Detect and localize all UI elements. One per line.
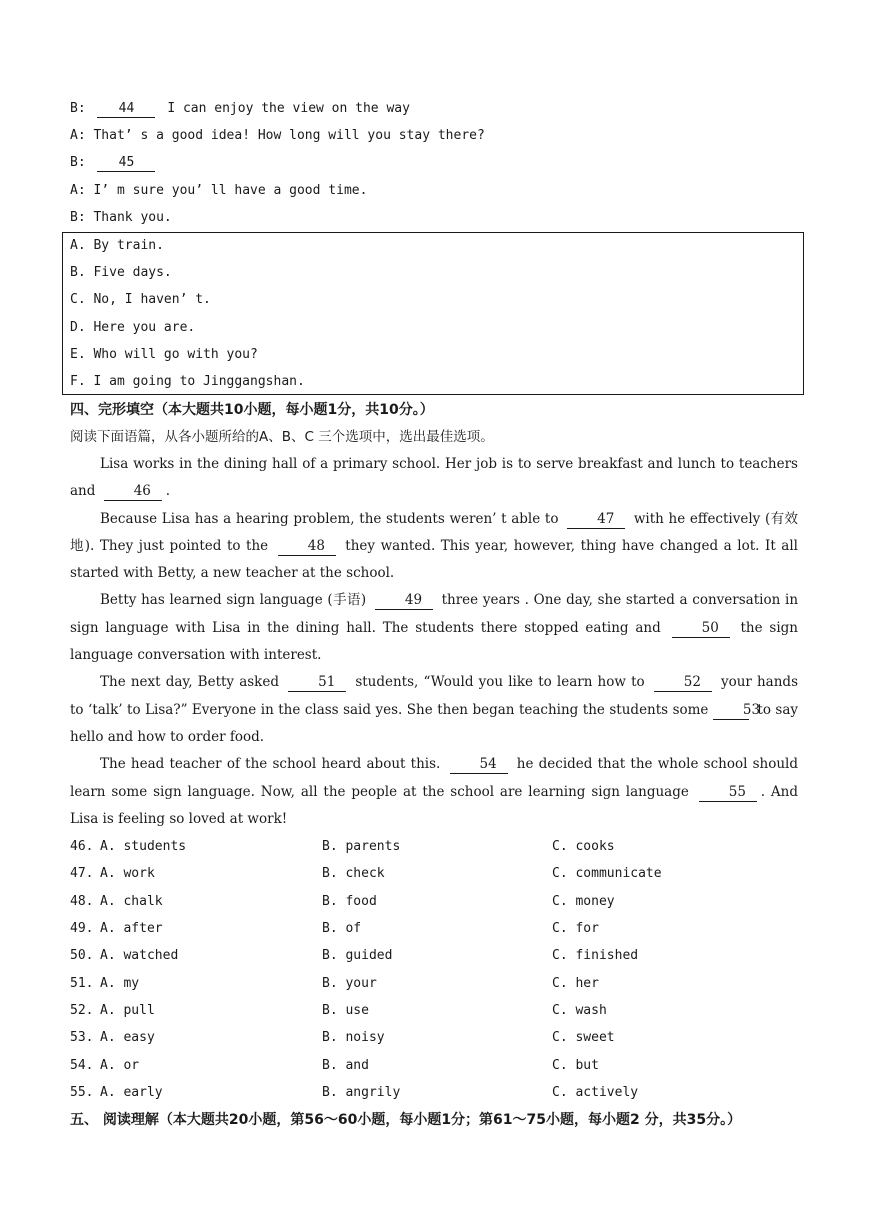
passage-text: . xyxy=(165,483,170,500)
question-number: 46. xyxy=(70,839,94,854)
choice-row xyxy=(70,833,810,860)
option-b[interactable]: B. food xyxy=(322,894,377,909)
passage-paragraph-3 xyxy=(70,587,798,669)
blank-53: 53 xyxy=(713,702,749,720)
speaker-label: A: xyxy=(70,128,86,143)
dialogue-text: I can enjoy the view on the way xyxy=(167,101,410,116)
blank-45: 45 xyxy=(97,154,155,172)
dialogue-line-4 xyxy=(70,177,803,204)
blank-49: 49 xyxy=(375,592,433,610)
option-c[interactable]: C. but xyxy=(552,1058,599,1073)
option-b[interactable]: B. use xyxy=(322,1003,369,1018)
passage-text: the sign language conversation with interest. xyxy=(70,619,798,664)
blank-47: 47 xyxy=(567,511,625,529)
option-a[interactable]: A. pull xyxy=(100,1003,155,1018)
cloze-passage xyxy=(70,451,798,833)
dialogue-line-2 xyxy=(70,122,803,149)
blank-50: 50 xyxy=(672,620,730,638)
passage-text: . And Lisa is feeling so loved at work! xyxy=(70,783,798,827)
blank-54: 54 xyxy=(450,756,508,774)
option-a[interactable]: A. students xyxy=(100,839,187,854)
option-b[interactable]: B. check xyxy=(322,866,385,881)
question-number: 51. xyxy=(70,976,94,991)
choice-row xyxy=(70,1052,810,1079)
passage-paragraph-4 xyxy=(70,669,798,751)
option-b[interactable]: B. your xyxy=(322,976,377,991)
passage-text: The next day, Betty asked xyxy=(100,674,279,691)
question-number: 48. xyxy=(70,894,94,909)
passage-paragraph-2 xyxy=(70,506,798,588)
option-c[interactable]: C. money xyxy=(552,894,615,909)
passage-text: Betty has learned sign language (手语) xyxy=(100,592,367,609)
speaker-label: A: xyxy=(70,183,86,198)
blank-46: 46 xyxy=(104,483,162,501)
choice-row xyxy=(70,970,810,997)
choice-row xyxy=(70,997,810,1024)
option-b[interactable]: B. parents xyxy=(322,839,401,854)
option-a[interactable]: A. my xyxy=(100,976,140,991)
option-c[interactable]: C. sweet xyxy=(552,1030,615,1045)
speaker-label: B: xyxy=(70,101,86,116)
question-number: 55. xyxy=(70,1085,94,1100)
dialogue-text: I’ m sure you’ ll have a good time. xyxy=(93,183,368,198)
passage-paragraph-5 xyxy=(70,751,798,833)
option-d: D. Here you are. xyxy=(70,320,196,335)
dialogue-line-3 xyxy=(70,149,803,176)
section-4-instruction: 阅读下面语篇，从各小题所给的A、B、C 三个选项中，选出最佳选项。 xyxy=(70,429,494,445)
question-number: 52. xyxy=(70,1003,94,1018)
blank-44: 44 xyxy=(97,100,155,118)
passage-text: students, “Would you like to learn how to xyxy=(355,674,645,691)
question-number: 53. xyxy=(70,1030,94,1045)
question-number: 50. xyxy=(70,948,94,963)
choice-row xyxy=(70,1079,810,1106)
option-c[interactable]: C. communicate xyxy=(552,866,662,881)
option-b[interactable]: B. and xyxy=(322,1058,369,1073)
option-e: E. Who will go with you? xyxy=(70,347,258,362)
passage-text: your hands to ‘talk’ to Lisa?” Everyone in the class said yes. She then began teaching the students some xyxy=(70,674,798,718)
passage-text: The head teacher of the school heard about this. xyxy=(100,756,441,773)
blank-55: 55 xyxy=(699,784,757,802)
speaker-label: B: xyxy=(70,155,86,170)
option-f: F. I am going to Jinggangshan. xyxy=(70,374,305,389)
passage-text: Because Lisa has a hearing problem, the students weren’ t able to xyxy=(100,510,559,527)
option-a[interactable]: A. or xyxy=(100,1058,140,1073)
dialogue-text: That’ s a good idea! How long will you stay there? xyxy=(93,128,485,143)
blank-51: 51 xyxy=(288,674,346,692)
dialogue-text: Thank you. xyxy=(93,210,172,225)
passage-text: Lisa works in the dining hall of a primary school. Her job is to serve breakfast and lunch to teachers and xyxy=(70,456,798,500)
choice-row xyxy=(70,888,810,915)
option-b[interactable]: B. of xyxy=(322,921,362,936)
passage-paragraph-1 xyxy=(70,451,798,506)
passage-text: three years . One day, she started a conversation in sign language with Lisa in the dining hall. The students there stopped eating and xyxy=(70,592,799,636)
option-c[interactable]: C. finished xyxy=(552,948,639,963)
speaker-label: B: xyxy=(70,210,86,225)
question-number: 47. xyxy=(70,866,94,881)
dialogue-line-1 xyxy=(70,95,803,122)
option-a: A. By train. xyxy=(70,238,164,253)
choice-row xyxy=(70,860,810,887)
option-b[interactable]: B. angrily xyxy=(322,1085,401,1100)
blank-48: 48 xyxy=(278,538,336,556)
option-c[interactable]: C. her xyxy=(552,976,599,991)
option-a[interactable]: A. watched xyxy=(100,948,179,963)
option-a[interactable]: A. early xyxy=(100,1085,163,1100)
option-c[interactable]: C. for xyxy=(552,921,599,936)
blank-52: 52 xyxy=(654,674,712,692)
dialogue-line-5 xyxy=(70,204,803,231)
section-5-heading: 五、 阅读理解（本大题共20小题，第56～60小题，每小题1分；第61～75小题，每小题2 分，共35分。） xyxy=(70,1112,742,1128)
option-b[interactable]: B. noisy xyxy=(322,1030,385,1045)
option-a[interactable]: A. after xyxy=(100,921,163,936)
choice-row xyxy=(70,915,810,942)
question-number: 54. xyxy=(70,1058,94,1073)
passage-text: they wanted. This year, however, thing have changed a lot. It all started with Betty, a new teacher at the school. xyxy=(70,537,798,582)
option-a[interactable]: A. chalk xyxy=(100,894,163,909)
option-a[interactable]: A. work xyxy=(100,866,155,881)
option-b[interactable]: B. guided xyxy=(322,948,393,963)
option-c: C. No, I haven’ t. xyxy=(70,292,211,307)
option-b: B. Five days. xyxy=(70,265,172,280)
option-c[interactable]: C. actively xyxy=(552,1085,639,1100)
option-c[interactable]: C. wash xyxy=(552,1003,607,1018)
passage-text: with he effectively (有效地). They just pointed to the xyxy=(70,510,799,554)
option-c[interactable]: C. cooks xyxy=(552,839,615,854)
option-a[interactable]: A. easy xyxy=(100,1030,155,1045)
choice-row xyxy=(70,1024,810,1051)
passage-text: he decided that the whole school should learn some sign language. Now, all the people at the school are learning sign language xyxy=(70,756,799,800)
section-4-heading: 四、完形填空（本大题共10小题，每小题1分，共10分。） xyxy=(70,402,434,418)
choice-row xyxy=(70,942,810,969)
question-number: 49. xyxy=(70,921,94,936)
passage-text: to say hello and how to order food. xyxy=(70,701,799,745)
